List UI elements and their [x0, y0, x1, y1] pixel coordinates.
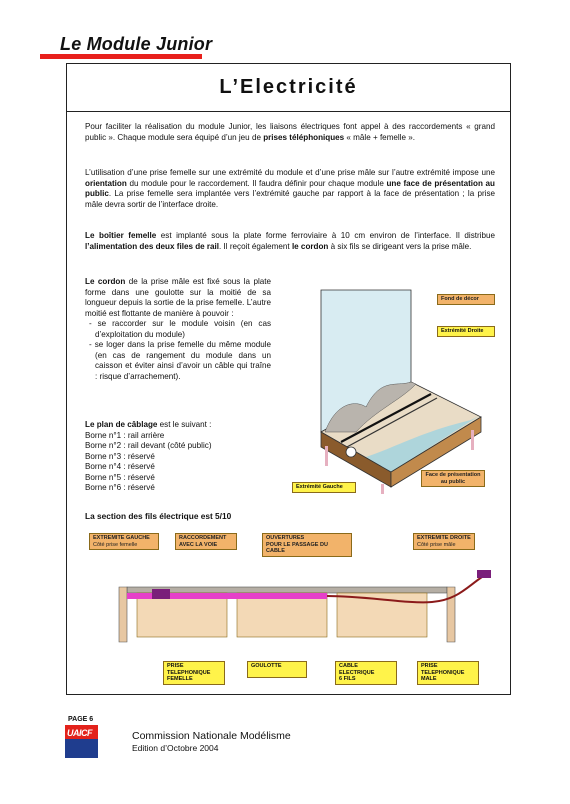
module-3d-illustration — [281, 282, 506, 497]
label-prise-male: PRISE TELEPHONIQUE MALE — [417, 661, 479, 685]
leg — [325, 446, 328, 466]
label-cable: CABLE ELECTRIQUE 6 FILS — [335, 661, 397, 685]
title-box — [67, 64, 510, 112]
label-face-presentation: Face de présentation au public — [421, 470, 485, 487]
borne-item: Borne n°1 : rail arrière — [85, 430, 165, 440]
label-fond-decor: Fond de décor — [437, 294, 495, 305]
female-socket — [152, 589, 170, 599]
label-ouvertures: OUVERTURES POUR LE PASSAGE DU CABLE — [262, 533, 352, 557]
borne-item: Borne n°4 : réservé — [85, 462, 155, 471]
footer-edition: Edition d’Octobre 2004 — [132, 743, 219, 753]
paragraph-4: Le cordon de la prise mâle est fixé sous la plate forme dans une goulotte sur la moitié de sa longueur depuis la sortie de la prise femelle. L’autre moitié est flottante de manière à pouvoir : - se raccorder sur le module voisin (en cas d’exploitation du module) - se loger dans la prise femelle du même module (en cas de rangement du module dans un caisson et éviter ainsi d’avoir un câble qui traîne : risque d’arrachement). — [85, 277, 271, 381]
page-title: L’Electricité — [219, 76, 358, 98]
section-note: La section des fils électrique est 5/10 — [85, 511, 232, 521]
uaicf-logo: UAICF — [65, 725, 98, 758]
cable-hole — [346, 447, 356, 457]
end-left — [119, 587, 127, 642]
list-item: - se raccorder sur le module voisin (en cas d’exploitation du module) — [89, 319, 271, 339]
borne-item: Borne n°3 : réservé — [85, 451, 155, 461]
borne-item: Borne n°5 : réservé — [85, 472, 155, 482]
label-extremite-gauche: Extrémité Gauche — [292, 482, 356, 493]
borne-item: Borne n°6 : réservé — [85, 483, 155, 492]
top-platform — [127, 587, 447, 593]
leg — [471, 430, 474, 450]
content-frame — [66, 63, 511, 695]
section-1 — [137, 593, 227, 637]
end-right — [447, 587, 455, 642]
borne-item: Borne n°2 : rail devant (côté public) — [85, 441, 212, 450]
label-ext-droite: EXTREMITE DROITE Côté prise mâle — [413, 533, 475, 550]
wiring-plan: Le plan de câblage est le suivant : Borne n°1 : rail arrière Borne n°2 : rail devant (côté public) Borne n°3 : réservé Borne n°4 : réservé Borne n°5 : réservé Borne n°6 : réservé — [85, 420, 271, 494]
label-extremite-droite: Extrémité Droite — [437, 326, 495, 337]
footer-organization: Commission Nationale Modélisme — [132, 730, 291, 742]
label-ext-gauche: EXTREMITE GAUCHE Côté prise femelle — [89, 533, 159, 550]
paragraph-2: L’utilisation d’une prise femelle sur une extrémité du module et d’une prise mâle sur l’autre extrémité impose une orientation du module pour le raccordement. Il faudra définir pour chaque module une face de présentation au public. La prise femelle sera implantée vers l’extrémité gauche par rapport à la face de présentation ; la prise mâle devra sortir de l’interface droite. — [85, 168, 496, 209]
section-2 — [237, 593, 327, 637]
header-underline — [40, 54, 202, 59]
label-prise-femelle: PRISE TELEPHONIQUE FEMELLE — [163, 661, 225, 685]
leg — [381, 484, 384, 494]
label-goulotte: GOULOTTE — [247, 661, 307, 678]
header-title: Le Module Junior — [60, 34, 213, 54]
list-item: - se loger dans la prise femelle du même module (en cas de rangement du module dans un caisson et éviter ainsi d’avoir un câble qui traîne : risque d’arrachement). — [89, 340, 271, 381]
paragraph-3: Le boîtier femelle est implanté sous la plate forme ferroviaire à 10 cm environ de l’interface. Il distribue l’alimentation des deux files de rail. Il reçoit également le cordon à six fils se dirigeant vers la prise mâle. — [85, 231, 495, 251]
label-raccordement: RACCORDEMENT AVEC LA VOIE — [175, 533, 237, 550]
paragraph-1: Pour faciliter la réalisation du module Junior, les liaisons électriques font appel à des raccordements « grand public ». Chaque module sera équipé d’un jeu de prises téléphoniques « mâle + femelle ». — [85, 122, 495, 142]
page-number: PAGE 6 — [68, 716, 94, 723]
male-plug — [477, 570, 491, 578]
